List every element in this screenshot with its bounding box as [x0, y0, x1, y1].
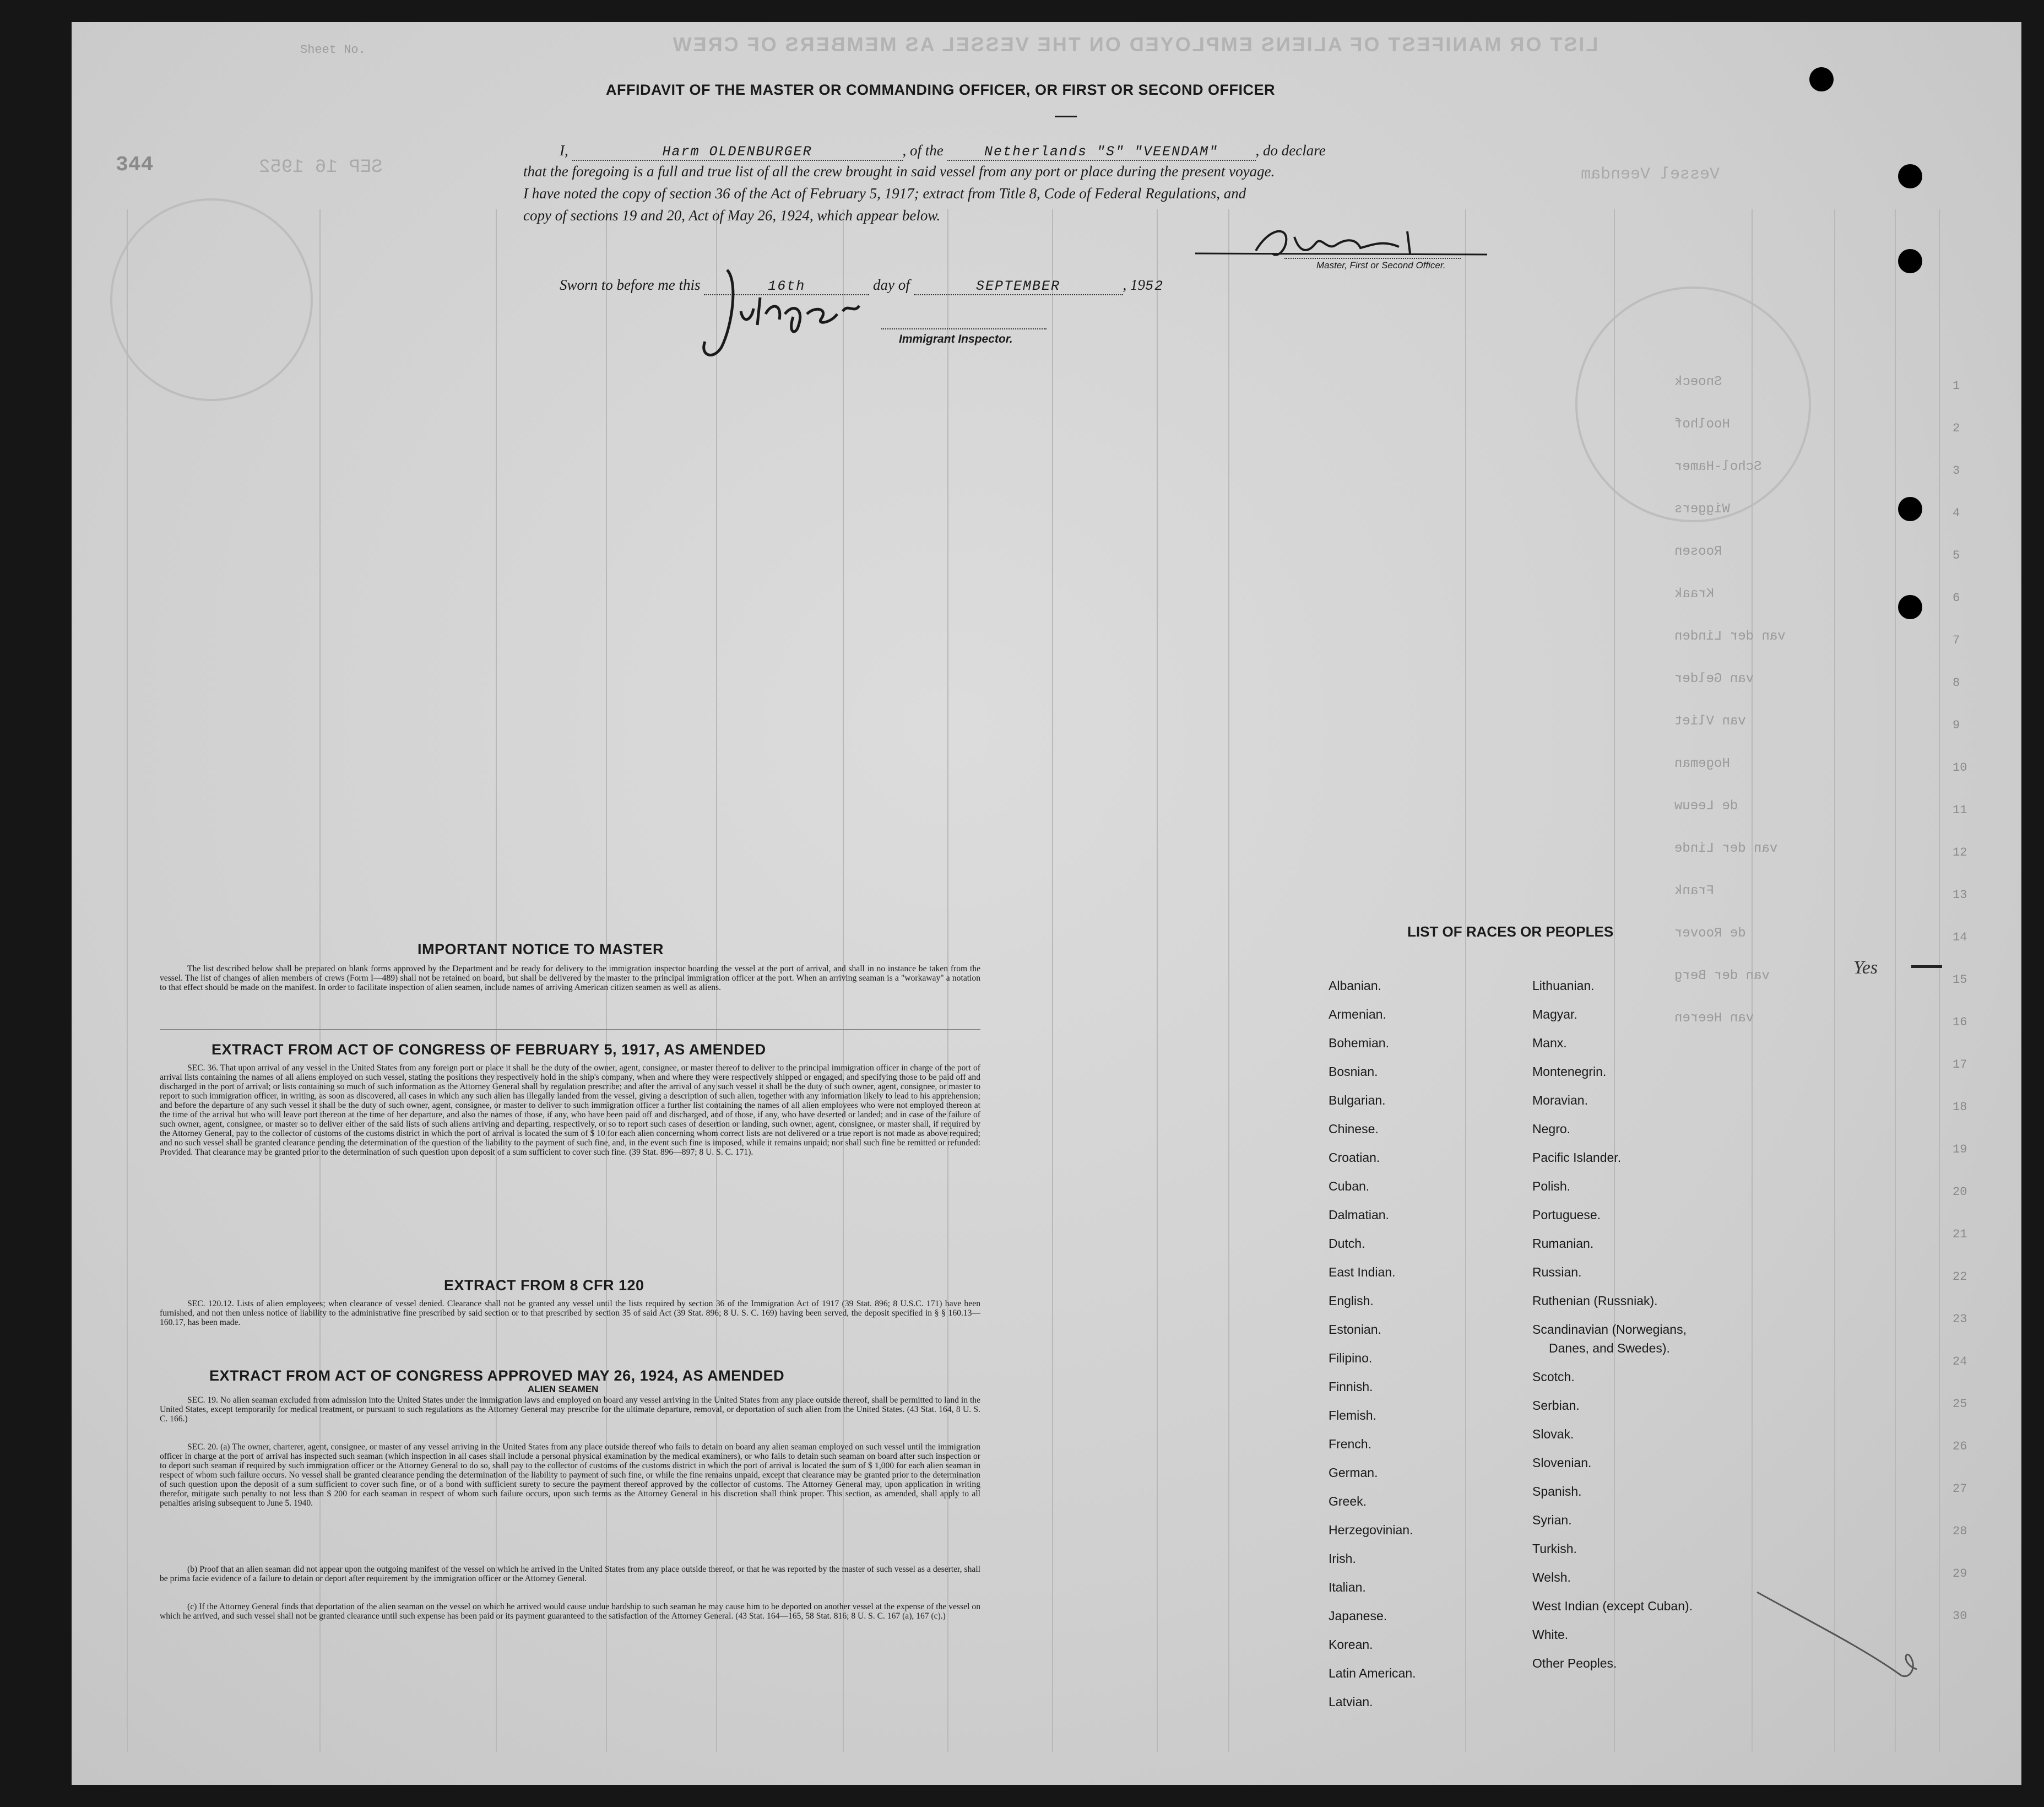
- race-item: Herzegovinian.: [1329, 1523, 1413, 1537]
- column-rule: [1465, 209, 1466, 1752]
- race-item: Pacific Islander.: [1532, 1150, 1622, 1165]
- race-item: Chinese.: [1329, 1122, 1379, 1136]
- day-of-label: day of: [873, 277, 910, 293]
- race-item: White.: [1532, 1627, 1569, 1642]
- row-number: 10: [1953, 761, 1967, 775]
- cfr-text: SEC. 120.12. Lists of alien employees; when clearance of vessel denied. Clearance shall not be granted any vessel until the lists required by section 36 of the Immigration Act of 1917 (39 Stat. 896; 8 U.S.C. 171) have been furnished, and not then unless notice of liability to the administrative fine prescribed by said section or to that prescribed by section 35 of said Act (39 Stat. 896; 8 U. S. C. 169) having been served, the deposit specified in § § 160.13—160.17, has been made.: [160, 1299, 980, 1327]
- row-number: 20: [1953, 1185, 1967, 1199]
- sworn-year-field: 52: [1145, 278, 1164, 294]
- race-item: Negro.: [1532, 1122, 1571, 1136]
- crew-surname: Hogeman: [1674, 756, 1730, 771]
- sec-20a-text: SEC. 20. (a) The owner, charterer, agent, consignee, or master of any vessel arriving in the United States from any place outside thereof who fails to detain on board any alien seaman employed on such vessel until the immigration officer in charge at the port of arrival has inspected such seaman (which inspection in all cases shall include a personal physical examination by the medical examiners), or who fails to detain such seaman on board after such inspection or to deport such seaman if required by such immigration officer or the Attorney General to do so, shall pay to the collector of customs of the customs district in which the port of arrival is located the sum of $ 1,000 for each alien seaman in respect of whom such failure occurs. No vessel shall be granted clearance pending the determination of the liability to payment of such fine, or while the fine remains unpaid, except that clearance may be granted prior to the determination of such question upon the deposit of a sum sufficient to cover such fine, or of a bond with sufficient surety to secure the payment thereof approved by the collector of customs. The Attorney General may, upon application in writing therefor, mitigate such penalty to not less than $ 200 for each seaman in respect of whom such failure occurs, upon such terms as the Attorney General in his discretion shall think proper. This section, as amended, shall apply to all penalties arising subsequent to June 5. 1940.: [160, 1442, 980, 1508]
- affidavit-declare: , do declare: [1255, 142, 1326, 159]
- binder-hole: [1898, 164, 1922, 188]
- page-mark: 344: [116, 153, 154, 177]
- master-signature-caption: Master, First or Second Officer.: [1316, 260, 1446, 270]
- row-number: 11: [1953, 803, 1967, 817]
- race-item: Russian.: [1532, 1265, 1582, 1279]
- crew-surname: Snoeck: [1674, 375, 1722, 389]
- race-item: Estonian.: [1329, 1322, 1381, 1337]
- race-item: Flemish.: [1329, 1408, 1376, 1422]
- affidavit-line-2: that the foregoing is a full and true list of all the crew brought in said vessel from any port or place during the present voyage.: [523, 163, 1275, 180]
- race-item: Rumanian.: [1532, 1236, 1594, 1251]
- race-item: Bohemian.: [1329, 1036, 1389, 1050]
- race-item: Bosnian.: [1329, 1064, 1378, 1079]
- column-rule: [1052, 209, 1053, 1752]
- race-item: Ruthenian (Russniak).: [1532, 1294, 1658, 1308]
- master-name-field: Harm OLDENBURGER: [572, 144, 903, 161]
- affidavit-of-the: , of the: [902, 142, 944, 159]
- date-stamp: SEP 16 1952: [259, 157, 383, 178]
- sec-19-text: SEC. 19. No alien seaman excluded from admission into the United States under the immigration laws and employed on board any vessel arriving in the United States from any place outside thereof, shall be permitted to land in the United States, except temporarily for medical treatment, or pursuant to such regulations as the Attorney General may prescribe for the ultimate departure, removal, or deportation of such alien from the United States. (43 Stat. 164, 8 U. S. C. 166.): [160, 1395, 980, 1424]
- race-item: Latvian.: [1329, 1695, 1373, 1709]
- column-rule: [1895, 209, 1896, 1752]
- cfr-title: EXTRACT FROM 8 CFR 120: [444, 1277, 644, 1294]
- affidavit-title: AFFIDAVIT OF THE MASTER OR COMMANDING OFFICER, OR FIRST OR SECOND OFFICER: [606, 82, 1275, 98]
- column-rule: [1834, 209, 1835, 1752]
- row-number: 30: [1953, 1609, 1967, 1623]
- binder-hole: [1809, 67, 1834, 91]
- sec-20b-text: (b) Proof that an alien seaman did not appear upon the outgoing manifest of the vessel on which he arrived in the United States from any place outside thereof, or that he was reported by the master of such vessel as a deserter, shall be prima facie evidence of a failure to detain or deport after requirement by the immigration officer or the Attorney General.: [160, 1565, 980, 1583]
- vessel-name-field: Netherlands "S" "VEENDAM": [947, 144, 1256, 161]
- crew-surname: van Heeren: [1674, 1011, 1754, 1026]
- race-item: Finnish.: [1329, 1379, 1373, 1394]
- race-item: Magyar.: [1532, 1007, 1577, 1021]
- notice-title: IMPORTANT NOTICE TO MASTER: [418, 941, 664, 957]
- affidavit-line-4: copy of sections 19 and 20, Act of May 26, 1924, which appear below.: [523, 207, 941, 224]
- faint-stamp-left: [110, 198, 313, 401]
- inspector-line: [881, 328, 1047, 329]
- binder-hole: [1898, 497, 1922, 521]
- row-number: 13: [1953, 888, 1967, 902]
- binder-hole: [1898, 249, 1922, 273]
- row-number: 23: [1953, 1312, 1967, 1326]
- row-number: 29: [1953, 1567, 1967, 1581]
- row-number: 4: [1953, 506, 1960, 520]
- race-item: Lithuanian.: [1532, 978, 1595, 993]
- row-number: 7: [1953, 634, 1960, 647]
- race-item: Polish.: [1532, 1179, 1571, 1193]
- race-item: Danes, and Swedes).: [1549, 1341, 1670, 1355]
- inspector-caption: Immigrant Inspector.: [899, 333, 1013, 345]
- crew-surname: Schol-Hamer: [1674, 459, 1762, 474]
- race-item: Other Peoples.: [1532, 1656, 1617, 1670]
- race-item: Welsh.: [1532, 1570, 1571, 1584]
- column-rule: [1939, 209, 1940, 1752]
- year-prefix: , 19: [1123, 277, 1145, 293]
- race-item: Albanian.: [1329, 978, 1381, 993]
- reversed-manifest-title: LIST OR MANIFEST OF ALIENS EMPLOYED ON THE VESSEL AS MEMBERS OF CREW: [671, 33, 1598, 56]
- affidavit-i: I,: [560, 142, 568, 159]
- row-number: 9: [1953, 718, 1960, 732]
- column-rule: [127, 209, 128, 1752]
- race-item: Scandinavian (Norwegians,: [1532, 1322, 1687, 1337]
- race-item: Croatian.: [1329, 1150, 1380, 1165]
- race-item: Slovenian.: [1532, 1456, 1592, 1470]
- row-number: 5: [1953, 549, 1960, 562]
- act-1924-title: EXTRACT FROM ACT OF CONGRESS APPROVED MAY 26, 1924, AS AMENDED: [209, 1367, 785, 1384]
- column-rule: [1157, 209, 1158, 1752]
- row-number: 6: [1953, 591, 1960, 605]
- race-item: Slovak.: [1532, 1427, 1574, 1441]
- affidavit-line-3: I have noted the copy of section 36 of the Act of February 5, 1917; extract from Title 8, Code of Federal Regulations, and: [523, 185, 1246, 202]
- race-item: Japanese.: [1329, 1609, 1387, 1623]
- crew-surname: van der Linde: [1674, 841, 1778, 856]
- row-number: 28: [1953, 1524, 1967, 1538]
- crew-surname: Hoolhof: [1674, 417, 1730, 432]
- pencil-check-mark: [1752, 1581, 1928, 1691]
- binder-hole: [1898, 595, 1922, 619]
- race-item: Latin American.: [1329, 1666, 1416, 1680]
- vessel-line: Vessel Veendam: [1581, 165, 1720, 184]
- signature-line: [1284, 258, 1461, 259]
- handwritten-yes-mark: Yes: [1853, 957, 1878, 978]
- crew-surname: de Roover: [1674, 926, 1746, 941]
- race-item: Greek.: [1329, 1494, 1367, 1508]
- race-item: Serbian.: [1532, 1398, 1580, 1413]
- row-number: 14: [1953, 930, 1967, 944]
- race-item: Irish.: [1329, 1551, 1356, 1566]
- race-item: Turkish.: [1532, 1541, 1577, 1556]
- title-dash: [1055, 116, 1077, 117]
- row-number: 25: [1953, 1397, 1967, 1411]
- race-item: Scotch.: [1532, 1370, 1575, 1384]
- row-number: 26: [1953, 1440, 1967, 1453]
- inspector-signature: [688, 259, 898, 369]
- race-item: Filipino.: [1329, 1351, 1373, 1365]
- act-1917-title: EXTRACT FROM ACT OF CONGRESS OF FEBRUARY 5, 1917, AS AMENDED: [212, 1041, 766, 1058]
- crew-surname: Wiggers: [1674, 502, 1730, 517]
- sheet-number-label: Sheet No.: [300, 43, 366, 57]
- crew-surname: Kraak: [1674, 587, 1715, 602]
- row-number: 22: [1953, 1270, 1967, 1284]
- row-number: 8: [1953, 676, 1960, 690]
- race-item: Korean.: [1329, 1637, 1373, 1652]
- row-number: 19: [1953, 1143, 1967, 1156]
- race-item: Dutch.: [1329, 1236, 1365, 1251]
- race-item: Moravian.: [1532, 1093, 1588, 1107]
- alien-seamen-subtitle: ALIEN SEAMEN: [528, 1384, 599, 1394]
- crew-surname: Roosen: [1674, 544, 1722, 559]
- sworn-month-field: SEPTEMBER: [914, 278, 1123, 295]
- row-number: 2: [1953, 421, 1960, 435]
- race-item: French.: [1329, 1437, 1371, 1451]
- race-item: English.: [1329, 1294, 1374, 1308]
- dash-mark: [1911, 965, 1942, 968]
- race-item: Portuguese.: [1532, 1208, 1601, 1222]
- row-number: 16: [1953, 1015, 1967, 1029]
- race-item: Italian.: [1329, 1580, 1366, 1594]
- crew-surname: de Leeuw: [1674, 799, 1738, 814]
- sworn-label: Sworn to before me this: [560, 277, 701, 293]
- race-item: Cuban.: [1329, 1179, 1370, 1193]
- column-rule: [1228, 209, 1229, 1752]
- race-item: East Indian.: [1329, 1265, 1396, 1279]
- race-item: Montenegrin.: [1532, 1064, 1607, 1079]
- races-title: LIST OF RACES OR PEOPLES: [1407, 923, 1614, 940]
- crew-surname: van Vliet: [1674, 714, 1746, 729]
- race-item: Manx.: [1532, 1036, 1567, 1050]
- faint-stamp-right: [1575, 286, 1811, 522]
- affidavit-line-1: [560, 142, 1326, 161]
- crew-surname: Frank: [1674, 884, 1715, 899]
- sec-20c-text: (c) If the Attorney General finds that deportation of the alien seaman on the vessel on which he arrived would cause undue hardship to such seaman he may cause him to be deported on another vessel at the expense of the vessel on which he arrived, and such vessel shall not be granted clearance until such expense has been paid or its payment guaranteed to the satisfaction of the Attorney General. (43 Stat. 164—165, 58 Stat. 816; 8 U. S. C. 167 (a), 167 (c).): [160, 1602, 980, 1621]
- race-item: German.: [1329, 1465, 1378, 1480]
- row-number: 15: [1953, 973, 1967, 987]
- crew-surname: van der Linden: [1674, 629, 1786, 644]
- race-item: Syrian.: [1532, 1513, 1572, 1527]
- row-number: 21: [1953, 1227, 1967, 1241]
- section-rule: [160, 1029, 980, 1030]
- column-rule: [1614, 209, 1615, 1752]
- row-number: 17: [1953, 1058, 1967, 1072]
- crew-surname: van der Berg: [1674, 969, 1770, 983]
- row-number: 27: [1953, 1482, 1967, 1496]
- row-number: 24: [1953, 1355, 1967, 1368]
- race-item: Armenian.: [1329, 1007, 1386, 1021]
- row-number: 18: [1953, 1100, 1967, 1114]
- race-item: Dalmatian.: [1329, 1208, 1389, 1222]
- row-number: 3: [1953, 464, 1960, 478]
- row-number: 12: [1953, 846, 1967, 859]
- row-number: 1: [1953, 379, 1960, 393]
- notice-text: The list described below shall be prepared on blank forms approved by the Department and be ready for delivery to the immigration inspector boarding the vessel at the port of arrival, and shall in no instance be taken from the vessel. The list of changes of alien members of crews (Form I—489) shall not be retained on board, but shall be delivered by the master to the principal immigration officer at the port. When an arriving seaman is a "workaway" a notation to that effect should be made on the manifest. In order to facilitate inspection of alien seamen, include names of arriving American citizen seamen as well as aliens.: [160, 964, 980, 992]
- sworn-day-field: 16th: [704, 278, 869, 295]
- race-item: West Indian (except Cuban).: [1532, 1599, 1693, 1613]
- crew-surname: van Gelder: [1674, 672, 1754, 686]
- race-item: Spanish.: [1532, 1484, 1582, 1498]
- act-1917-text: SEC. 36. That upon arrival of any vessel in the United States from any foreign port or place it shall be the duty of the owner, agent, consignee, or master thereof to deliver to the principal immigration officer in charge of the port of arrival lists containing the names of all aliens employed on such vessel, stating the positions they respectively hold in the ship's company, when and where they were respectively shipped or engaged, and specifying those to be paid off and discharged in the port of arrival; or lists containing so much of such information as the Attorney General shall by regulation prescribe; and after the arrival of any such vessel it shall be the duty of such owner, agent, consignee, or master to report to such immigration officer, in writing, as soon as discovered, all cases in which any such alien has illegally landed from the vessel, giving a description of such alien, together with any information likely to lead to his apprehension; and before the departure of any such vessel it shall be the duty of such owner, agent, consignee, or master to deliver to such immigration officer a further list containing the names of all alien employees who were not employed thereon at the time of the arrival but who will leave port thereon at the time of her departure, and also the names of those, if any, who have been paid off and discharged, and of those, if any, who have deserted or landed; and in case of the failure of such owner, agent, consignee, or master so to deliver either of the said lists of such aliens arriving and departing, respectively, or so to report such cases of desertion or landing, such owner, agent, consignee, or master shall, if required by the Attorney General, pay to the collector of customs of the customs district in which the port of arrival is located the sum of $ 10 for each alien concerning whom correct lists are not delivered or a true report is not made as above required; and no such vessel shall be granted clearance pending the determination of the question of the liability to the payment of such fine, and, in the event such fine is imposed, while it remains unpaid; nor shall such fine be remitted or refunded: Provided. That clearance may be granted prior to the determination of such question upon deposit of a sum sufficient to cover such fine. (39 Stat. 896—897; 8 U. S. C. 171).: [160, 1063, 980, 1157]
- race-item: Bulgarian.: [1329, 1093, 1386, 1107]
